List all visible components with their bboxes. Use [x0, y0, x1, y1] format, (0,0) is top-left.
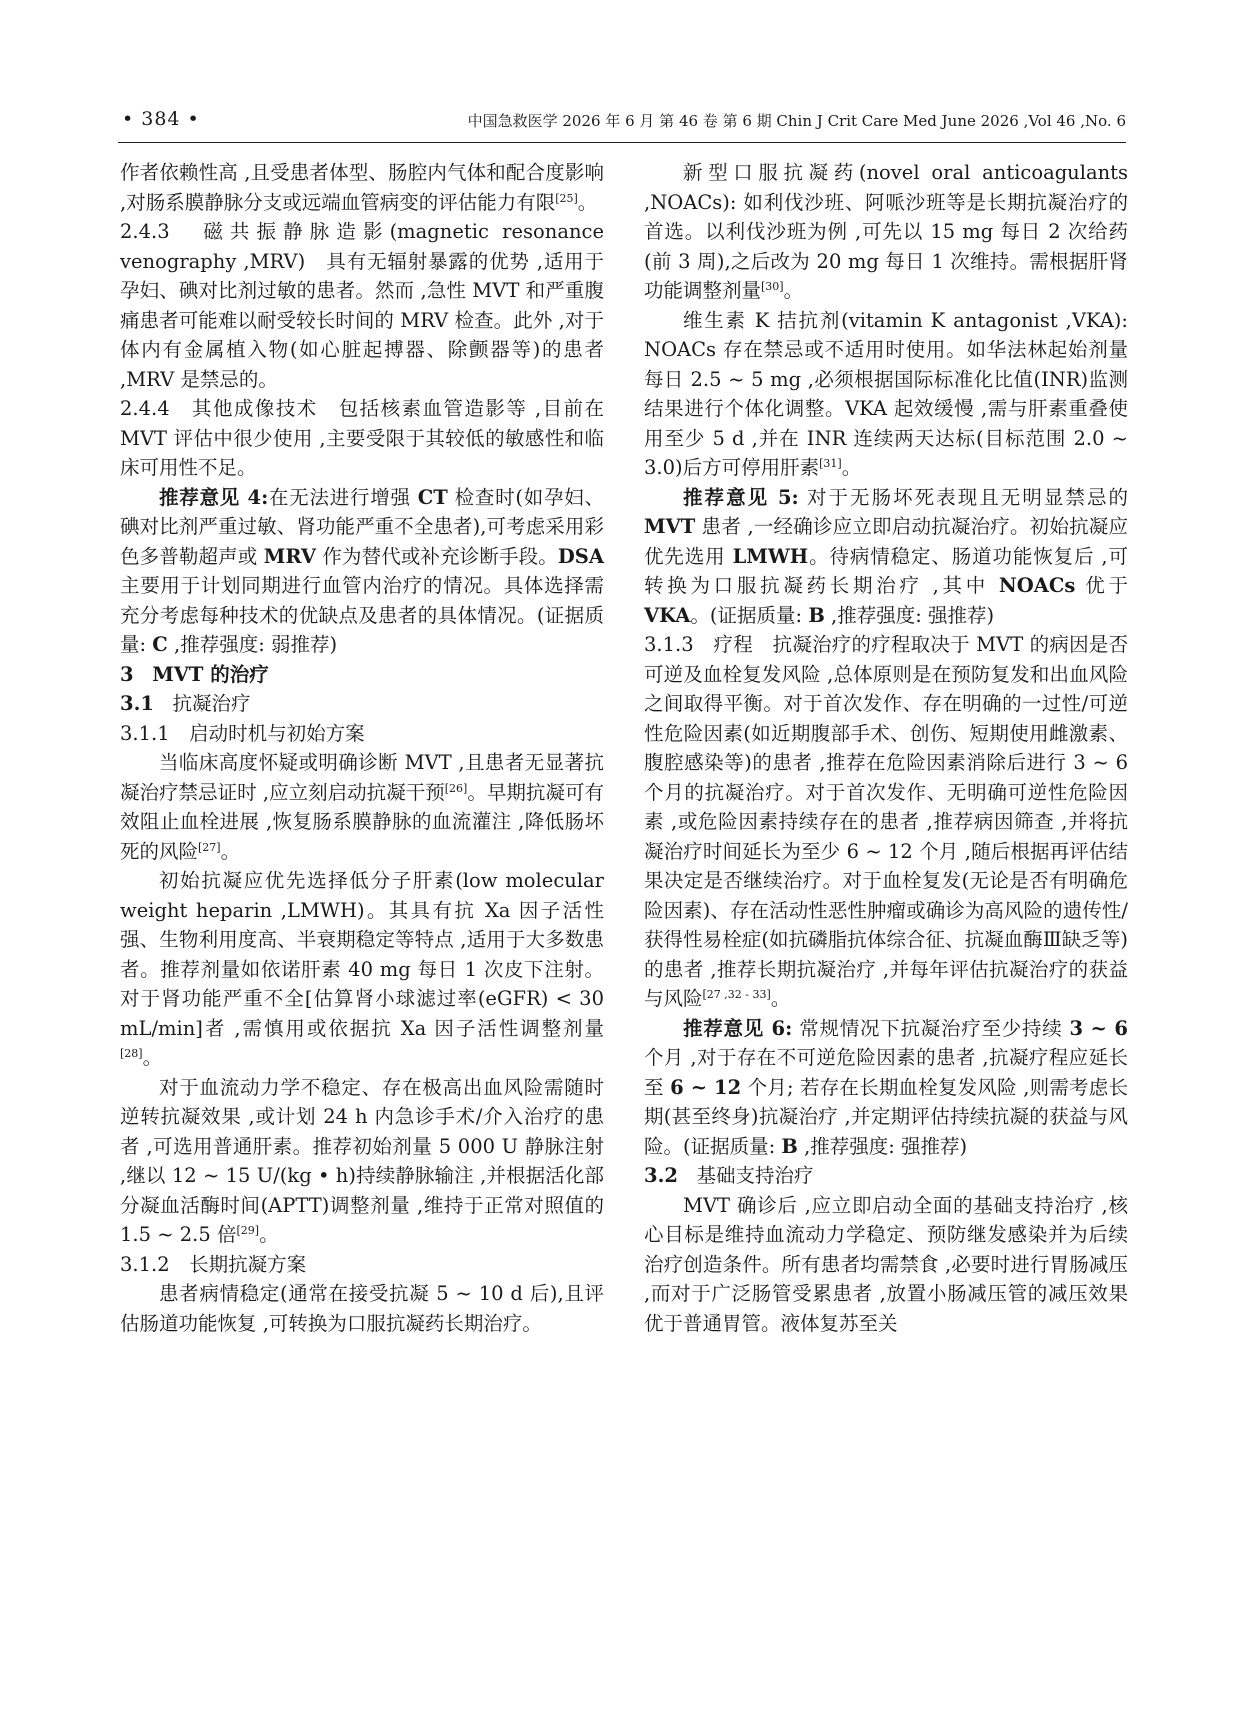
citation-ref: [30] [761, 280, 784, 293]
paragraph: 对于血流动力学不稳定、存在极高出血风险需随时逆转抗凝效果 ,或计划 24 h 内急诊手术/介入治疗的患者 ,可选用普通肝素。推荐初始剂量 5 000 U 静脉注射 ,继以 12 ~ 15 U/(kg • h)持续静脉输注 ,并根据活化部分凝血活酶时间(APTT)调整剂量 ,维持于正常对照值的 1.5 ~ 2.5 倍[29]。 [120, 1075, 604, 1246]
recommendation-6: 推荐意见 6: 常规情况下抗凝治疗至少持续 3 ~ 6 个月 ,对于存在不可逆危险因素的患者 ,抗凝疗程应延长至 6 ~ 12 个月; 若存在长期血栓复发风险 ,则需考虑长期(甚至终身)抗凝治疗 ,并定期评估持续抗凝的获益与风险。(证据质量: B ,推荐强度: 强推荐) [644, 1016, 1129, 1158]
right-column [644, 158, 1128, 1338]
page-number: • 384 • [122, 108, 200, 130]
journal-citation: 中国急救医学 2026 年 6 月 第 46 卷 第 6 期 Chin J Crit Care Med June 2026 ,Vol 46 ,No. 6 [467, 112, 1126, 130]
citation-ref: [31] [819, 457, 842, 470]
paragraph: 维生素 K 拮抗剂(vitamin K antagonist ,VKA): NOACs 存在禁忌或不适用时使用。如华法林起始剂量每日 2.5 ~ 5 mg ,必须根据国际标准化比值(INR)监测结果进行个体化调整。VKA 起效缓慢 ,需与肝素重叠使用至少 5 d ,并在 INR 连续两天达标(目标范围 2.0 ~ 3.0)后方可停用肝素[31]。 [644, 308, 1128, 479]
running-header [118, 108, 1126, 143]
section-3-1-3: 3.1.3 疗程 抗凝治疗的疗程取决于 MVT 的病因是否可逆及血栓复发风险 ,总体原则是在预防复发和出血风险之间取得平衡。对于首次发作、存在明确的一过性/可逆性危险因素(如近期腹部手术、创伤、短期使用雌激素、腹腔感染等)的患者 ,推荐在危险因素消除后进行 3 ~ 6 个月的抗凝治疗。对于首次发作、无明确可逆性危险因素 ,或危险因素持续存在的患者 ,推荐病因筛查 ,并将抗凝治疗时间延长为至少 6 ~ 12 个月 ,随后根据再评估结果决定是否继续治疗。对于血栓复发(无论是否有明确危险因素)、存在活动性恶性肿瘤或确诊为高风险的遗传性/获得性易栓症(如抗磷脂抗体综合征、抗凝血酶Ⅲ缺乏等)的患者 ,推荐长期抗凝治疗 ,并每年评估抗凝治疗的获益与风险[27 ,32 - 33]。 [644, 633, 1128, 1010]
section-2-4-3: 2.4.3 磁共振静脉造影(magnetic resonance venography ,MRV) 具有无辐射暴露的优势 ,适用于孕妇、碘对比剂过敏的患者。然而 ,急性 MVT 和严重腹痛患者可能难以耐受较长时间的 MRV 检查。此外 ,对于体内有金属植入物(如心脏起搏器、除颤器等)的患者 ,MRV 是禁忌的。 [120, 220, 604, 391]
paragraph: 初始抗凝应优先选择低分子肝素(low molecular weight heparin ,LMWH)。其具有抗 Xa 因子活性强、生物利用度高、半衰期稳定等特点 ,适用于大多数患者。推荐剂量如依诺肝素 40 mg 每日 1 次皮下注射。对于肾功能严重不全[估算肾小球滤过率(eGFR) < 30 mL/min]者 ,需慎用或依据抗 Xa 因子活性调整剂量[28]。 [120, 869, 604, 1069]
recommendation-5: 推荐意见 5: 对于无肠坏死表现且无明显禁忌的 MVT 患者 ,一经确诊应立即启动抗凝治疗。初始抗凝应优先选用 LMWH。待病情稳定、肠道功能恢复后 ,可转换为口服抗凝药长期治疗 ,其中 NOACs 优于 VKA。(证据质量: B ,推荐强度: 强推荐) [644, 485, 1128, 627]
citation-ref: [26] [444, 781, 468, 795]
section-heading-3-1-2: 3.1.2 长期抗凝方案 [120, 1252, 307, 1276]
citation-ref: [29] [236, 1224, 260, 1237]
paragraph: 新型口服抗凝药(novel oral anticoagulants ,NOACs): 如利伐沙班、阿哌沙班等是长期抗凝治疗的首选。以利伐沙班为例 ,可先以 15 mg 每日 2 次给药(前 3 周),之后改为 20 mg 每日 1 次维持。需根据肝肾功能调整剂量[30]。 [644, 161, 1128, 302]
citation-ref: [25] [555, 191, 578, 205]
citation-ref: [27 ,32 - 33] [702, 988, 771, 1001]
citation-ref: [27] [198, 840, 221, 854]
recommendation-4: 推荐意见 4:在无法进行增强 CT 检查时(如孕妇、碘对比剂严重过敏、肾功能严重不全患者),可考虑采用彩色多普勒超声或 MRV 作为替代或补充诊断手段。DSA 主要用于计划同期进行血管内治疗的情况。具体选择需充分考虑每种技术的优缺点及患者的具体情况。(证据质量: C ,推荐强度: 弱推荐) [120, 485, 605, 656]
section-heading-3: 3 MVT 的治疗 [120, 662, 269, 686]
paragraph: 患者病情稳定(通常在接受抗凝 5 ~ 10 d 后),且评估肠道功能恢复 ,可转换为口服抗凝药长期治疗。 [120, 1282, 604, 1335]
paragraph: 当临床高度怀疑或明确诊断 MVT ,且患者无显著抗凝治疗禁忌证时 ,应立刻启动抗凝干预[26]。早期抗凝可有效阻止血栓进展 ,恢复肠系膜静脉的血流灌注 ,降低肠坏死的风险[27]。 [120, 751, 604, 863]
paragraph: 作者依赖性高 ,且受患者体型、肠腔内气体和配合度影响 ,对肠系膜静脉分支或远端血管病变的评估能力有限[25]。 [120, 161, 604, 214]
section-heading-3-1: 3.1 抗凝治疗 [120, 692, 251, 715]
section-heading-3-2: 3.2 基础支持治疗 [644, 1164, 814, 1187]
left-column [120, 158, 604, 1338]
citation-ref: [28] [120, 1047, 143, 1060]
section-heading-3-1-1: 3.1.1 启动时机与初始方案 [120, 721, 365, 745]
section-2-4-4: 2.4.4 其他成像技术 包括核素血管造影等 ,目前在 MVT 评估中很少使用 ,主要受限于其较低的敏感性和临床可用性不足。 [120, 397, 604, 479]
paragraph: MVT 确诊后 ,应立即启动全面的基础支持治疗 ,核心目标是维持血流动力学稳定、预防继发感染并为后续治疗创造条件。所有患者均需禁食 ,必要时进行胃肠减压 ,而对于广泛肠管受累患者 ,放置小肠减压管的减压效果优于普通胃管。液体复苏至关 [644, 1193, 1128, 1335]
